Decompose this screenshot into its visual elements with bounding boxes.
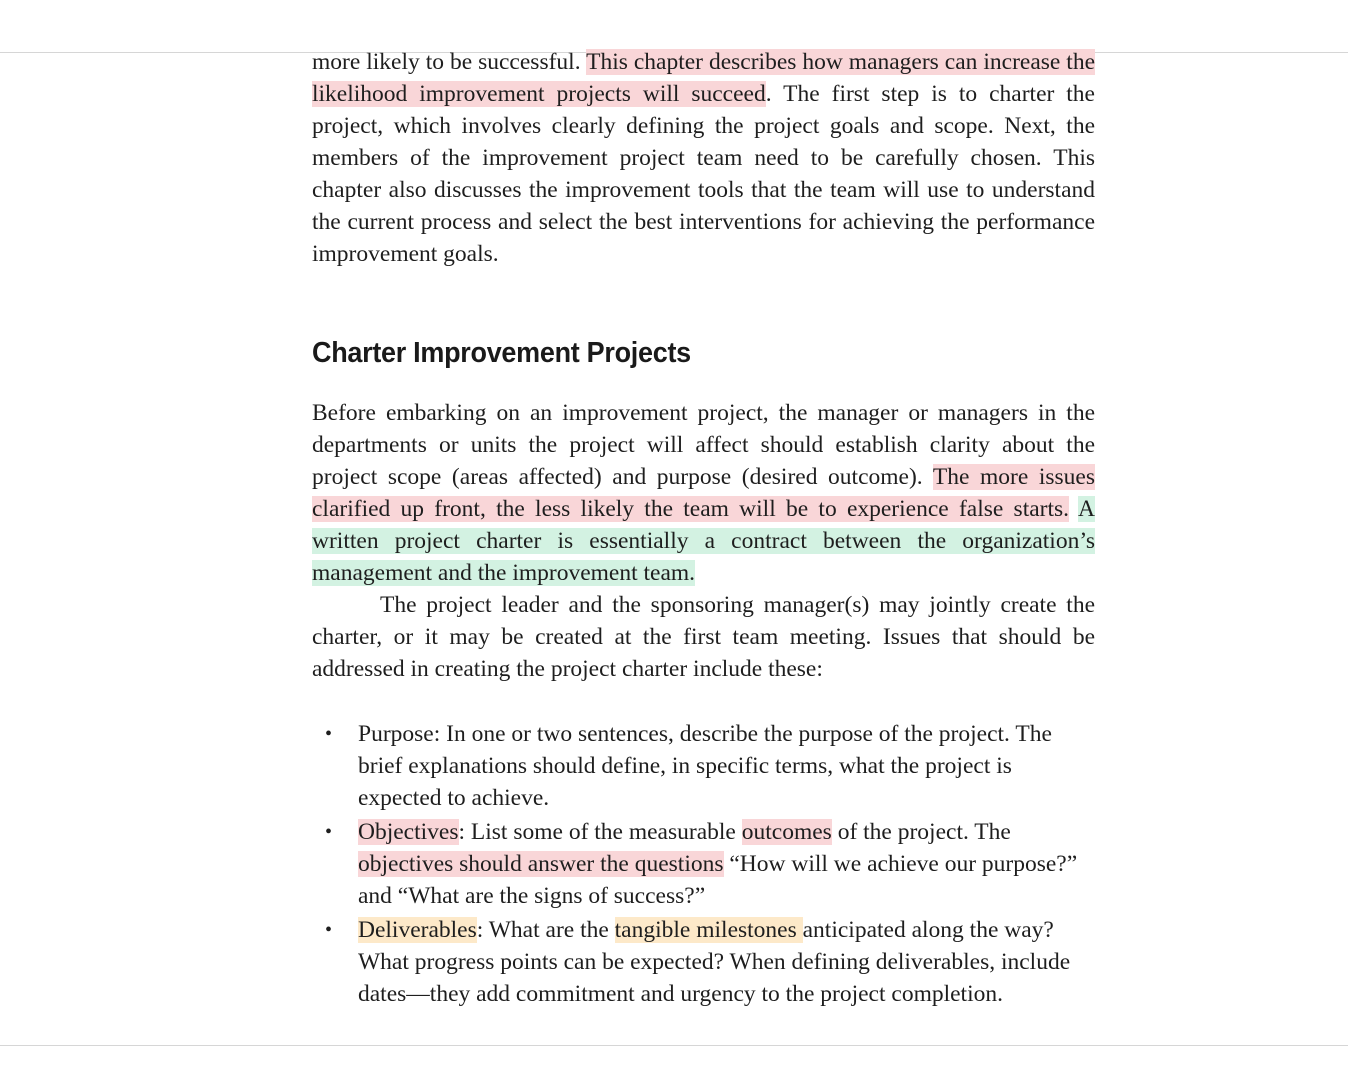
bullet-icon: • <box>325 821 333 843</box>
before-lead-text: Before embarking on an improvement project, the manager or managers in the departments or units the project will affect should establish clarity about the project scope (areas affected) and purpose (desired outcome). <box>312 400 1095 490</box>
deliverables-milestones-highlight[interactable]: tangible milestones <box>614 917 803 943</box>
intro-lead-text: more likely to be successful. <box>312 49 587 75</box>
bullet-icon: • <box>325 919 333 941</box>
list-item-objectives <box>312 816 1095 912</box>
objectives-term-highlight[interactable]: Objectives <box>358 819 459 845</box>
bullet-icon: • <box>325 723 333 745</box>
list-item-purpose <box>312 718 1095 814</box>
deliverables-text-1: : What are the <box>476 917 615 943</box>
leader-paragraph: The project leader and the sponsoring manager(s) may jointly create the charter, or it may be created at the first team meeting. Issues that should be addressed in creating the project charter include these: <box>312 592 1095 682</box>
objectives-text-2: of the project. The <box>831 819 1011 845</box>
objectives-outcomes-highlight[interactable]: outcomes <box>741 819 832 845</box>
before-highlight-green[interactable]: A written project charter is essentially a contract between the organization’s management and the improvement team. <box>312 496 1095 586</box>
intro-rest-text: . The first step is to charter the project, which involves clearly defining the project goals and scope. Next, the members of the improvement project team need to be carefully chosen. This chapter also discusses the improvement tools that the team will use to understand the current process and select the best interventions for achieving the performance improvement goals. <box>312 81 1095 267</box>
list-item-deliverables <box>312 914 1095 1010</box>
objectives-text-3: “How will we achieve our purpose?” and “What are the signs of success?” <box>358 851 1078 909</box>
objectives-questions-highlight[interactable]: objectives should answer the questions <box>358 851 724 877</box>
intro-paragraph <box>312 46 1095 270</box>
charter-issues-list <box>312 718 1095 1010</box>
deliverables-text-2: anticipated along the way? What progress points can be expected? When defining deliverables, include dates—they add commitment and urgency to the project completion. <box>358 917 1071 1007</box>
before-highlight-red[interactable]: The more issues clarified up front, the less likely the team will be to experience false starts. <box>312 464 1095 522</box>
objectives-text-1: : List some of the measurable <box>458 819 742 845</box>
before-paragraph <box>312 397 1095 589</box>
intro-highlight[interactable]: This chapter describes how managers can increase the likelihood improvement projects will succeed <box>312 49 1095 107</box>
deliverables-term-highlight[interactable]: Deliverables <box>358 917 477 943</box>
purpose-text: Purpose: In one or two sentences, describe the purpose of the project. The brief explanations should define, in specific terms, what the project is expected to achieve. <box>358 721 1052 811</box>
before-space <box>1069 496 1078 522</box>
section-heading: Charter Improvement Projects <box>312 337 691 369</box>
document-body <box>312 46 1095 1044</box>
bottom-divider <box>0 1045 1348 1046</box>
